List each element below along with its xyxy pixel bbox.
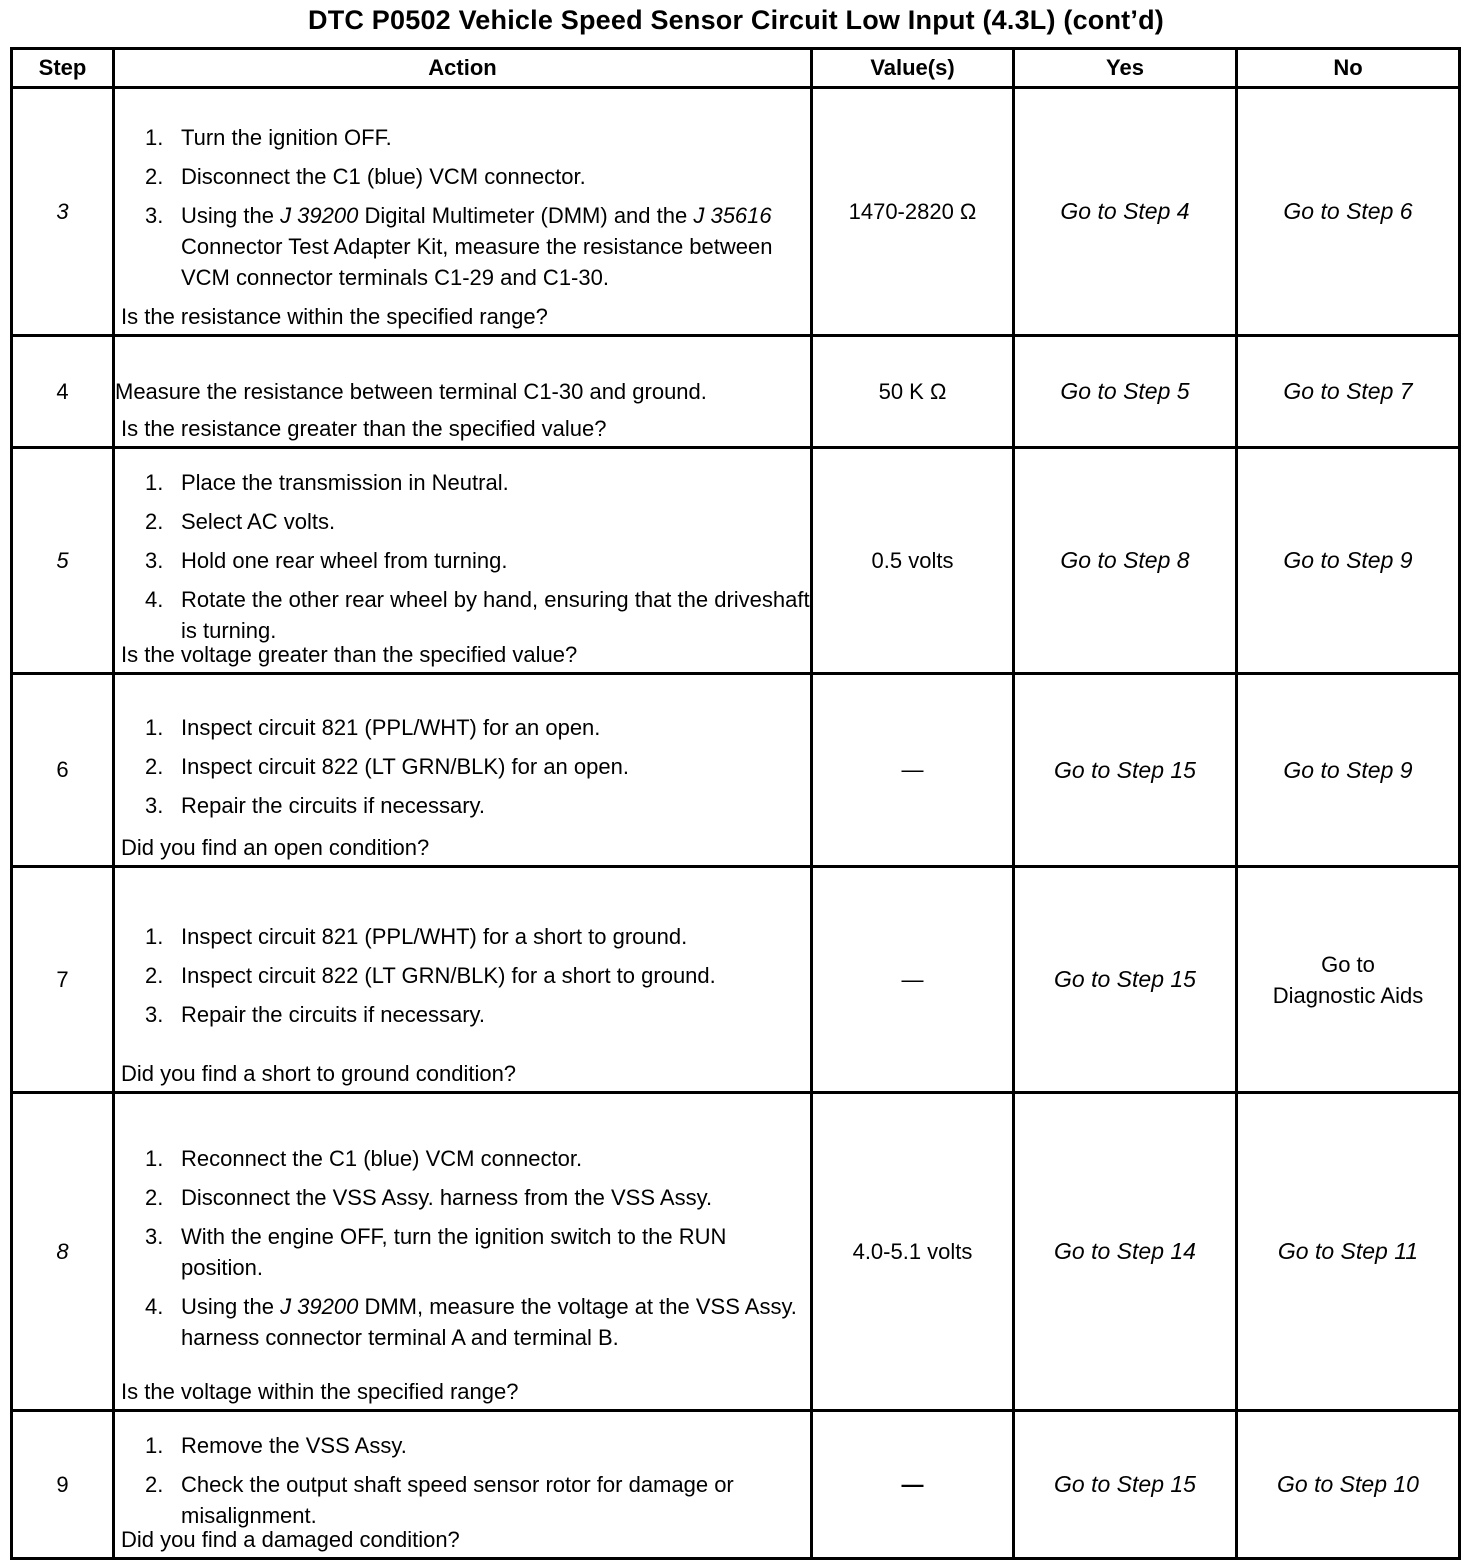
value-cell: 1470-2820 Ω — [812, 88, 1014, 336]
value-cell: 50 K Ω — [812, 336, 1014, 448]
yes-cell: Go to Step 8 — [1014, 448, 1237, 674]
header-action: Action — [114, 49, 812, 88]
question: Is the voltage within the specified range? — [121, 1379, 519, 1404]
header-step: Step — [12, 49, 114, 88]
value-cell: — — [812, 1411, 1014, 1559]
value-cell: 4.0-5.1 volts — [812, 1093, 1014, 1411]
question: Is the voltage greater than the specified value? — [121, 642, 578, 667]
header-yes: Yes — [1014, 49, 1237, 88]
list-item: 1. Reconnect the C1 (blue) VCM connector. — [145, 1145, 583, 1171]
list-item: 3. Repair the circuits if necessary. — [145, 792, 486, 818]
no-cell: Go to Step 10 — [1237, 1411, 1460, 1559]
list-item: 4. Using the J 39200 DMM, measure the voltage at the VSS Assy. harness connector terminal A and terminal B. — [145, 1293, 797, 1350]
yes-cell: Go to Step 4 — [1014, 88, 1237, 336]
action-cell — [114, 1093, 812, 1411]
tool-name: J 39200 — [280, 1293, 359, 1319]
list-item: 4. Rotate the other rear wheel by hand, ensuring that the driveshaft is turning. — [145, 587, 810, 643]
list-item: 1. Turn the ignition OFF. — [145, 125, 392, 150]
no-line: Go to — [1321, 951, 1375, 977]
list-item: 1. Remove the VSS Assy. — [145, 1433, 407, 1458]
list-item: 1. Inspect circuit 821 (PPL/WHT) for a short to ground. — [145, 924, 688, 949]
header-values: Value(s) — [812, 49, 1014, 88]
list-item: 2. Inspect circuit 822 (LT GRN/BLK) for a short to ground. — [145, 963, 716, 988]
diagnostic-table — [10, 47, 1461, 1560]
action-cell — [114, 448, 812, 674]
list-item: 3. Hold one rear wheel from turning. — [145, 548, 508, 573]
question: Did you find a short to ground condition? — [121, 1061, 517, 1086]
tool-name: J 39200 — [280, 203, 359, 228]
step-number: 4 — [12, 336, 114, 448]
list-item: 3. Repair the circuits if necessary. — [145, 1002, 486, 1027]
header-row — [12, 49, 1460, 88]
action-cell — [114, 867, 812, 1093]
step-number: 9 — [12, 1411, 114, 1559]
table-row — [12, 336, 1460, 448]
yes-cell: Go to Step 15 — [1014, 1411, 1237, 1559]
table-row — [12, 674, 1460, 867]
page-title: DTC P0502 Vehicle Speed Sensor Circuit Low Input (4.3L) (cont’d) — [308, 5, 1164, 35]
action-cell — [114, 674, 812, 867]
table-row — [12, 1093, 1460, 1411]
step-number: 5 — [12, 448, 114, 674]
value-cell: — — [812, 867, 1014, 1093]
list-item: 2. Disconnect the VSS Assy. harness from the VSS Assy. — [145, 1184, 713, 1210]
no-cell: Go to Step 9 — [1237, 448, 1460, 674]
action-cell — [114, 88, 812, 336]
list-item: 2. Select AC volts. — [145, 509, 336, 534]
no-cell — [1237, 867, 1460, 1093]
yes-cell: Go to Step 15 — [1014, 867, 1237, 1093]
yes-cell: Go to Step 5 — [1014, 336, 1237, 448]
question: Did you find a damaged condition? — [121, 1527, 460, 1552]
no-cell: Go to Step 11 — [1237, 1093, 1460, 1411]
table-row — [12, 1411, 1460, 1559]
no-line: Diagnostic Aids — [1272, 982, 1424, 1008]
question: Is the resistance within the specified range? — [121, 304, 548, 329]
list-item: 2. Inspect circuit 822 (LT GRN/BLK) for an open. — [145, 753, 629, 779]
list-item: 2. Disconnect the C1 (blue) VCM connector. — [145, 164, 586, 189]
action-text: Measure the resistance between terminal C1-30 and ground. — [115, 379, 707, 404]
table-row — [12, 88, 1460, 336]
step-number: 8 — [12, 1093, 114, 1411]
step-number: 6 — [12, 674, 114, 867]
no-cell: Go to Step 9 — [1237, 674, 1460, 867]
yes-cell: Go to Step 15 — [1014, 674, 1237, 867]
tool-name: J 35616 — [693, 203, 772, 228]
question: Is the resistance greater than the specified value? — [121, 416, 607, 441]
value-cell: 0.5 volts — [812, 448, 1014, 674]
list-item: 1. Place the transmission in Neutral. — [145, 470, 509, 495]
header-no: No — [1237, 49, 1460, 88]
question: Did you find an open condition? — [121, 835, 430, 860]
value-cell: — — [812, 674, 1014, 867]
table-row — [12, 448, 1460, 674]
list-item: 3. Using the J 39200 Digital Multimeter (DMM) and the J 35616 Connector Test Adapter Kit, measure the resistance between VCM connector terminals C1-29 and C1-30. — [145, 203, 773, 290]
no-cell: Go to Step 6 — [1237, 88, 1460, 336]
list-item: 2. Check the output shaft speed sensor rotor for damage or misalignment. — [145, 1472, 734, 1528]
action-cell — [114, 1411, 812, 1559]
action-cell — [114, 336, 812, 448]
list-item: 1. Inspect circuit 821 (PPL/WHT) for an open. — [145, 714, 601, 740]
step-number: 7 — [12, 867, 114, 1093]
step-number: 3 — [12, 88, 114, 336]
no-cell: Go to Step 7 — [1237, 336, 1460, 448]
yes-cell: Go to Step 14 — [1014, 1093, 1237, 1411]
list-item: 3. With the engine OFF, turn the ignition switch to the RUN position. — [145, 1223, 727, 1280]
table-row — [12, 867, 1460, 1093]
